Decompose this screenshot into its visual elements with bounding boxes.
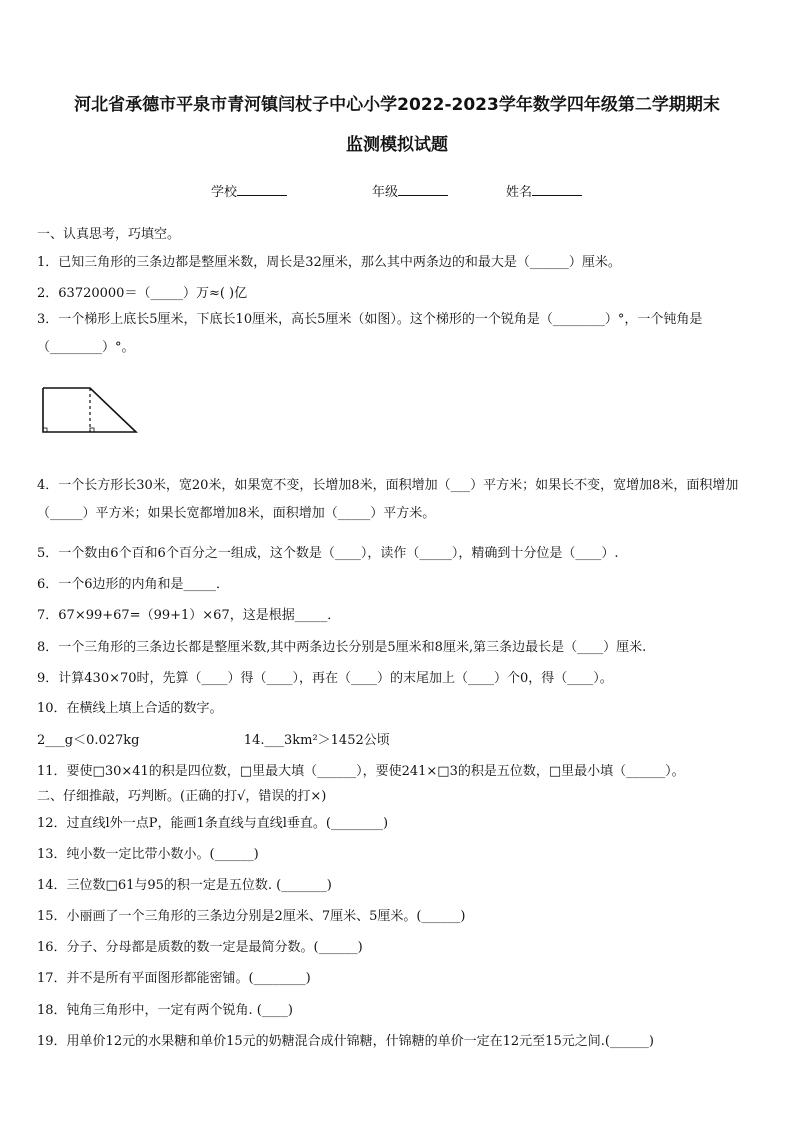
question-18: 18．钝角三角形中，一定有两个锐角. (____) bbox=[37, 1003, 293, 1018]
section-2-heading: 二、仔细推敲，巧判断。(正确的打√，错误的打×) bbox=[37, 789, 327, 804]
question-2: 2．63720000＝（_____）万≈( )亿 bbox=[37, 286, 248, 301]
question-11: 11．要使□30×41的积是四位数，□里最大填（______），要使241×□3的积是五位数，□里最小填（______）。 bbox=[37, 764, 685, 779]
page-title: 河北省承德市平泉市青河镇闫杖子中心小学2022-2023学年数学四年级第二学期期末 bbox=[74, 95, 720, 115]
question-13: 13．纯小数一定比带小数小。(______) bbox=[37, 847, 259, 862]
question-6: 6．一个6边形的内角和是_____． bbox=[37, 577, 230, 592]
name-blank bbox=[532, 183, 582, 196]
question-10-item-b: 14.___3km²＞1452公顷 bbox=[243, 733, 390, 748]
question-7: 7．67×99+67=（99+1）×67，这是根据_____． bbox=[37, 608, 341, 623]
question-10: 10．在横线上填上合适的数字。 bbox=[37, 701, 223, 716]
question-10-item-a: 2___g＜0.027kg bbox=[37, 733, 140, 748]
question-4: 4．一个长方形长30米，宽20米，如果宽不变，长增加8米，面积增加（___）平方米；如果长不变，宽增加8米，面积增加（_____）平方米；如果长宽都增加8米，面积增加（_____）平方米。 bbox=[37, 478, 739, 521]
question-1: 1．已知三角形的三条边都是整厘米数，周长是32厘米，那么其中两条边的和最大是（______）厘米。 bbox=[37, 255, 621, 270]
question-15: 15．小丽画了一个三角形的三条边分别是2厘米、7厘米、5厘米。(______) bbox=[37, 909, 466, 924]
school-label: 学校 bbox=[211, 185, 238, 200]
school-field bbox=[211, 181, 287, 200]
question-16: 16．分子、分母都是质数的数一定是最简分数。(______) bbox=[37, 940, 363, 955]
question-14: 14．三位数□61与95的积一定是五位数. (_______) bbox=[37, 878, 332, 893]
section-1-heading: 一、认真思考，巧填空。 bbox=[37, 227, 181, 242]
question-5: 5．一个数由6个百和6个百分之一组成，这个数是（____），读作（_____），精确到十分位是（____）. bbox=[37, 546, 619, 561]
page-title-line2: 监测模拟试题 bbox=[346, 135, 448, 155]
grade-field bbox=[372, 181, 448, 200]
question-12: 12．过直线l外一点P，能画1条直线与直线l垂直。(________) bbox=[37, 816, 389, 831]
question-17: 17．并不是所有平面图形都能密铺。(________) bbox=[37, 971, 311, 986]
trapezoid-figure bbox=[38, 382, 138, 436]
question-9: 9．计算430×70时，先算（____）得（____），再在（____）的末尾加上（____）个0，得（____）。 bbox=[37, 671, 613, 686]
question-19: 19．用单价12元的水果糖和单价15元的奶糖混合成什锦糖，什锦糖的单价一定在12元至15元之间.(______) bbox=[37, 1034, 654, 1049]
question-3: 3．一个梯形上底长5厘米，下底长10厘米，高长5厘米（如图）。这个梯形的一个锐角是（________）°，一个钝角是（________）°。 bbox=[37, 312, 703, 355]
grade-blank bbox=[398, 183, 448, 196]
name-label: 姓名 bbox=[506, 185, 533, 200]
grade-label: 年级 bbox=[372, 185, 399, 200]
name-field bbox=[506, 181, 582, 200]
question-8: 8．一个三角形的三条边长都是整厘米数,其中两条边长分别是5厘米和8厘米,第三条边最长是（____）厘米. bbox=[37, 640, 647, 655]
school-blank bbox=[237, 183, 287, 196]
question-10-items bbox=[37, 729, 759, 748]
